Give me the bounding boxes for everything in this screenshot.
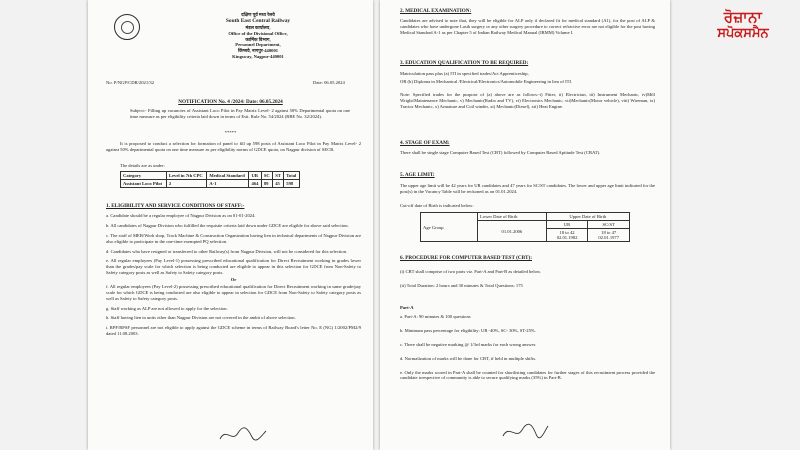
scst-header: SC/ST (588, 221, 630, 229)
railway-logo-icon (114, 14, 140, 40)
list-item: a. Part-A: 90 minutes & 100 questions (400, 314, 471, 319)
section-1-title: 1. ELIGIBILITY AND SERVICE CONDITIONS OF STAFF:- (106, 203, 245, 209)
header-hindi-office: मंडल कार्यालय, (245, 24, 271, 30)
list-item: g. Staff working as ALP are not allowed to apply for the selection. (106, 305, 228, 311)
section-2-text: Candidates are advised to note that, they will be eligible for ALP only if declared fit for medical standard (A1), for the post of ALP & candidates who have undergone Lasik surgery or any other surgery procedure to correct refractive error are not eligible for the post having Medical Standard A-1 as per Chapter 5 of Indian Railway Medical Manual (IRMM) Volume I. (400, 18, 655, 35)
table-header-cell: SC (261, 172, 272, 180)
header-title: South East Central Railway (225, 17, 291, 24)
vacancy-table (120, 171, 300, 188)
age-group-cell: Age Group (421, 213, 478, 242)
list-item: a. Candidate should be a regular employee of Nagpur Division as on 01-01-2024. (106, 213, 256, 218)
ur-value (546, 229, 588, 242)
stars-separator: ***** (224, 130, 237, 135)
section-4-title: 4. STAGE OF EXAM: (400, 140, 450, 146)
table-cell: 89 (261, 180, 272, 188)
list-item: d. Candidates who have resigned or transferred to other Railway(s) from Nagpur Division, will not be considered for this selection. (106, 248, 348, 254)
table-cell: 598 (284, 180, 300, 188)
notification-title: NOTIFICATION No. 4 /2024: Date: 06.05.2024 (178, 99, 283, 105)
lower-dob-header: Lower Date of Birth (478, 213, 547, 221)
section-6-title: 6. PROCEDURE FOR COMPUTER BASED TEST (CBT): (400, 255, 532, 261)
header-hindi-addr: किंग्सवे, नागपुर-440001 (237, 48, 279, 54)
list-item: i. RPF/RPSF personnel are not eligible to apply against the GDCE scheme in terms of Railway Board's letter No. E (NG) 1/2002/PM2/9 dated 11.08.2003. (106, 325, 361, 337)
lower-dob-value: 01.01.2006 (478, 221, 547, 242)
ur-range: 18 to 42 (559, 230, 575, 235)
ur-header: UR (546, 221, 588, 229)
header-addr: Kingsway, Nagpur-440001 (232, 54, 284, 60)
header-office: Office of the Divisional Office, (228, 30, 288, 36)
part-a-title: Part-A (400, 305, 414, 310)
table-header-cell: UR (249, 172, 261, 180)
section-2-title: 2. MEDICAL EXAMINATION: (400, 8, 472, 14)
table-header-cell: Level in 7th CPC (166, 172, 206, 180)
scst-range: 18 to 47 (601, 230, 617, 235)
table-cell: Assistant Loco Pilot (121, 180, 167, 188)
table-header-cell: Total (284, 172, 300, 180)
signature-icon (218, 425, 268, 445)
section-6-point-i: (i) CBT shall comprise of two parts viz. Part-A and Part-B as detailed below. (400, 269, 542, 274)
list-item: c. The staff of MEB/Work shop, Track Machine & Construction Organization having lien in technical departments of Nagpur Division are also eligible to participate in the one-time exempted PQ selection. (106, 232, 361, 244)
scst-value (588, 229, 630, 242)
brand-logo-line-2: ਸਪੋਕਸਮੈਨ (717, 26, 769, 41)
list-item: d. Normalization of marks will be done for CBT, if held in multiple shifts. (400, 355, 537, 361)
brand-logo (690, 8, 796, 48)
list-item: c. There shall be negative marking @ 1/3rd marks for each wrong answer. (400, 341, 537, 347)
part-a-list (400, 314, 655, 381)
table-cell: A-1 (207, 180, 249, 188)
table-header-cell: ST (273, 172, 284, 180)
list-item: f. All regular employees (Pay Level-2) possessing prescribed educational qualification for Direct Recruitment working in same grade/pay scale for which GDCE is being conducted are also eligible to appear in selection for GDCE from Non-Safety to Safety category posts as well as Safety to Safety category posts. (106, 283, 361, 301)
upper-dob-header: Upper Date of Birth (546, 213, 629, 221)
section-4-text: There shall be single stage Computer Based Test (CBT) followed by Computer Based Aptitude Test (CBAT). (400, 150, 601, 155)
ur-date: 02.01.1982 (556, 235, 578, 240)
list-item: e. Only the marks scored in Part-A shall be counted for shortlisting candidates for further stages of this recruitment process provided the candidate irrespective of community is able to secure qualifying marks (35%) in Part-B. (400, 369, 655, 381)
header-date: Date: 06.05.2024 (313, 80, 345, 85)
section-5-title: 5. AGE LIMIT: (400, 172, 435, 178)
subject-text: Subject:- Filling up vacancies of Assistant Loco Pilot in Pay Matrix Level- 2 against 50% Departmental quota on one time measure as per eligibility criteria laid down in terms of Estt. Rule No. 54/2024 (RBE No. 32/2024). (130, 108, 350, 119)
header-hindi-dept: कार्मिक विभाग, (245, 36, 271, 42)
section-3-title: 3. EDUCATION QUALIFICATION TO BE REQUIRED: (400, 60, 529, 66)
intro-text: It is proposed to conduct a selection for formation of panel to fill up 598 posts of Assistant Loco Pilot in Pay Matrix Level- 2 against 50% departmental quota on one time measure as per eligibility norms of GDCE quota, on Nagpur division of SECR. (106, 141, 361, 152)
or-label: Or (230, 277, 237, 282)
document-page-1 (88, 0, 373, 450)
header-dept: Personnel Department, (235, 42, 281, 48)
list-item: b. All candidates of Nagpur Division who fulfilled the requisite criteria laid down under GDCE are eligible for above said selection. (106, 222, 349, 228)
signature-icon (500, 420, 550, 444)
document-page-2 (380, 0, 670, 450)
table-header-cell: Medical Standard (207, 172, 249, 180)
section-5-text: The upper age limit will be 42 years for UR candidates and 47 years for SC/ST candidates. The lower and upper age limit indicated for the post(s) in the Vacancy Table will be reckoned as on 01.01.2024. (400, 183, 655, 194)
table-header-cell: Category (121, 172, 167, 180)
list-item: h. Staff having lien in units other than Nagpur Division are not covered in the ambit of above selection. (106, 315, 296, 321)
table-cell: 45 (273, 180, 284, 188)
list-item: b. Minimum pass percentage for eligibility: UR -40%, SC- 30%, ST-25%. (400, 327, 536, 333)
details-label: The details are as under: (120, 163, 165, 168)
age-table (420, 212, 630, 242)
section-6-point-ii: (ii) Total Duration: 2 hours and 30 minutes & Total Questions: 175 (400, 283, 523, 288)
reference-number: No. P/NGP/CDR/2021/32 (106, 80, 154, 85)
header-hindi-title: दक्षिण पूर्व मध्य रेलवे (241, 12, 275, 17)
section-3-line-2: OR (b) Diploma in Mechanical /Electrical/Electronics/Automobile Engineering in lieu of ITI. (400, 79, 573, 84)
brand-logo-line-1: ਰੋਜ਼ਾਨਾ (723, 8, 763, 26)
section-3-note: Note: Specified trades for the purpose of (a) above are as follows:-i) Fitter, ii) Electrician, iii) Instrument Mechanic, iv)Mill Wright/Maintenance Mechanic, v) Mechanic(Radio and TV), vi) Electronics Mechanic, vii)Mechanic(Motor vehicle), viii) Wireman, ix) Tractor Mechanic, x) Armature and Coil winder, xi) Mechanic(Diesel), xii) Heat Engine. (400, 92, 655, 109)
scst-date: 02.01.1977 (598, 235, 620, 240)
table-cell: 464 (249, 180, 261, 188)
table-cell: 2 (166, 180, 206, 188)
cutoff-label: Cut-off date of Birth is indicated below: (400, 203, 474, 208)
section-3-line-1: Matriculation pass plus (a) ITI in specified trades/Act Apprenticeship, (400, 71, 529, 76)
list-item: e. All regular employees (Pay Level-1) possessing prescribed educational qualification for Direct Recruitment working in grades lower than the grades/pay scale for which selection is being conducted are eligible to appear in this selection for GDCE from Non-Safety to Safety category posts as well as Safety to Safety category posts. (106, 258, 361, 276)
eligibility-list (106, 213, 361, 337)
